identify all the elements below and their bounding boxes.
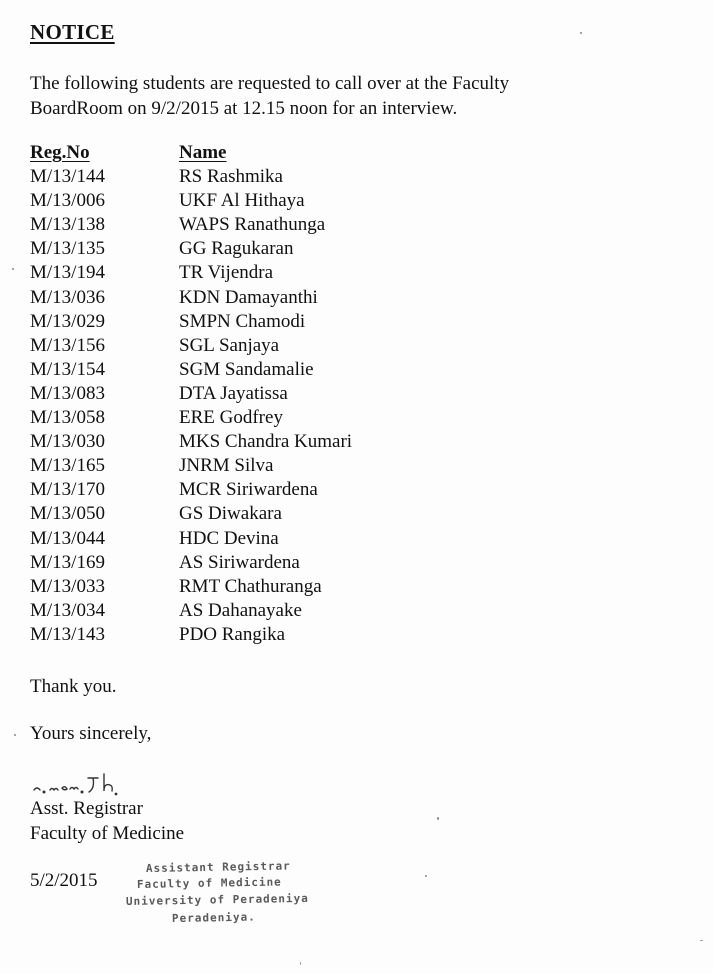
student-name: HDC Devina <box>179 527 279 549</box>
paper-speck <box>437 817 439 820</box>
student-reg-no: M/13/138 <box>30 214 105 236</box>
student-row <box>30 430 450 454</box>
student-reg-no: M/13/170 <box>30 479 105 501</box>
student-row <box>30 599 450 623</box>
student-rows <box>30 165 450 647</box>
student-name: RMT Chathuranga <box>179 575 322 597</box>
student-reg-no: M/13/029 <box>30 310 105 332</box>
student-row <box>30 334 450 358</box>
student-reg-no: M/13/050 <box>30 503 105 525</box>
header-reg-no: Reg.No <box>30 142 90 163</box>
student-reg-no: M/13/006 <box>30 190 105 212</box>
student-name: MKS Chandra Kumari <box>179 431 353 453</box>
student-reg-no: M/13/044 <box>30 527 105 549</box>
student-name: PDO Rangika <box>179 623 286 645</box>
student-reg-no: M/13/058 <box>30 407 105 429</box>
student-name: TR Vijendra <box>179 262 274 284</box>
student-reg-no: M/13/036 <box>30 286 105 308</box>
student-row <box>30 502 450 526</box>
student-name: MCR Siriwardena <box>179 479 318 501</box>
student-reg-no: M/13/083 <box>30 382 105 404</box>
thanks-text: Thank you. <box>30 676 117 697</box>
signatory-block <box>30 796 184 846</box>
student-name: UKF Al Hithaya <box>179 190 305 212</box>
student-row <box>30 623 450 647</box>
student-row <box>30 358 450 382</box>
official-stamp <box>120 858 310 930</box>
signatory-faculty: Faculty of Medicine <box>30 823 185 844</box>
student-reg-no: M/13/033 <box>30 575 105 597</box>
intro-line-2: BoardRoom on 9/2/2015 at 12.15 noon for an interview. <box>30 98 458 119</box>
student-list <box>30 141 450 647</box>
stamp-line-1: Assistant Registrar <box>145 859 291 875</box>
intro-line-1: The following students are requested to call over at the Faculty <box>30 73 510 94</box>
student-reg-no: M/13/030 <box>30 431 105 453</box>
student-reg-no: M/13/156 <box>30 334 105 356</box>
student-reg-no: M/13/034 <box>30 599 105 621</box>
paper-speck <box>580 32 582 34</box>
student-row <box>30 189 450 213</box>
student-reg-no: M/13/154 <box>30 358 105 380</box>
student-row <box>30 261 450 285</box>
student-name: AS Siriwardena <box>179 551 300 573</box>
student-row <box>30 165 450 189</box>
notice-intro <box>30 71 630 121</box>
student-reg-no: M/13/165 <box>30 455 105 477</box>
student-name: AS Dahanayake <box>179 599 302 621</box>
student-row <box>30 551 450 575</box>
student-list-header <box>30 141 450 165</box>
student-row <box>30 527 450 551</box>
notice-title: NOTICE <box>30 20 115 44</box>
paper-speck <box>12 268 14 270</box>
student-name: GG Ragukaran <box>179 238 294 260</box>
student-name: SMPN Chamodi <box>179 310 306 332</box>
student-row <box>30 310 450 334</box>
student-row <box>30 454 450 478</box>
student-name: RS Rashmika <box>179 166 283 188</box>
paper-speck <box>14 734 16 736</box>
student-name: KDN Damayanthi <box>179 286 318 308</box>
student-reg-no: M/13/169 <box>30 551 105 573</box>
student-name: SGL Sanjaya <box>179 334 280 356</box>
student-reg-no: M/13/144 <box>30 166 105 188</box>
student-row <box>30 237 450 261</box>
paper-speck <box>300 962 301 965</box>
student-name: DTA Jayatissa <box>179 382 288 404</box>
student-name: GS Diwakara <box>179 503 282 525</box>
stamp-line-2: Faculty of Medicine <box>136 875 282 891</box>
notice-date: 5/2/2015 <box>30 870 98 891</box>
student-row <box>30 406 450 430</box>
header-name: Name <box>179 142 227 163</box>
paper-speck <box>700 940 703 941</box>
sincerely-text: Yours sincerely, <box>30 723 152 744</box>
student-row <box>30 575 450 599</box>
student-name: ERE Godfrey <box>179 407 283 429</box>
signatory-title: Asst. Registrar <box>30 798 143 819</box>
stamp-line-3: University of Peradeniya <box>125 891 309 908</box>
student-name: SGM Sandamalie <box>179 358 314 380</box>
student-row <box>30 382 450 406</box>
paper-speck <box>425 875 427 877</box>
student-row <box>30 213 450 237</box>
student-row <box>30 286 450 310</box>
stamp-line-4: Peradeniya. <box>171 910 256 925</box>
student-name: WAPS Ranathunga <box>179 214 326 236</box>
student-reg-no: M/13/135 <box>30 238 105 260</box>
student-row <box>30 478 450 502</box>
student-name: JNRM Silva <box>179 455 274 477</box>
student-reg-no: M/13/143 <box>30 623 105 645</box>
student-reg-no: M/13/194 <box>30 262 105 284</box>
